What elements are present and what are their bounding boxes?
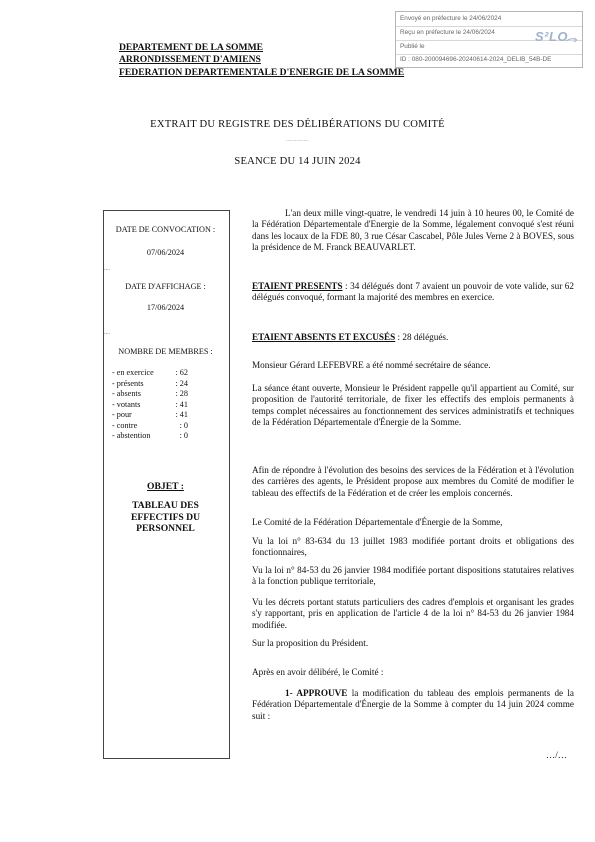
intro-paragraph: L'an deux mille vingt-quatre, le vendredi 14 juin à 10 heures 00, le Comité de la Fédération Départementale d'Energie de la Somme, légalement convoqué s'est réuni dans les locaux de la FDE 80, 3 rue César Cascabel, Pôle Jules Verne 2 à BOVES, sous la présidence de M. Franck BEAUVARLET. xyxy=(252,208,574,252)
count-row: - contre : 0 xyxy=(112,420,188,430)
presents-text: : 34 délégués dont 7 avaient un pouvoir de vote valide, sur 62 délégués convoqué, formant la majorité des membres en exercice. xyxy=(252,281,574,303)
objet-title-2: EFFECTIFS DU xyxy=(130,511,201,523)
membres-counts xyxy=(112,368,188,442)
seance-ouverte-paragraph: La séance étant ouverte, Monsieur le Président rappelle qu'il appartient au Comité, sur proposition de l'autorité territoriale, de fixer les effectifs des emplois permanents à temps complet nécessaires au fonctionnement des services administratifs et techniques de la Fédération Départementale d'Énergie de la Somme. xyxy=(252,383,574,427)
stamp-received: Reçu en préfecture le 24/06/2024 xyxy=(400,29,495,36)
count-row: - votants : 41 xyxy=(112,399,188,409)
convocation-date: 07/06/2024 xyxy=(146,248,185,257)
count-row: - présents : 24 xyxy=(112,378,188,388)
header-federation: FEDERATION DEPARTEMENTALE D'ENERGIE DE LA SOMME xyxy=(119,66,405,78)
objet-block xyxy=(103,481,228,535)
approuve-paragraph xyxy=(252,688,574,722)
vu-loi-84-53: Vu la loi n° 84-53 du 26 janvier 1984 modifiée portant dispositions statutaires relatives à la fonction publique territoriale, xyxy=(252,565,574,587)
presents-paragraph xyxy=(252,281,574,304)
count-row: - absents : 28 xyxy=(112,389,188,398)
objet-label: OBJET : xyxy=(147,481,184,492)
document-header xyxy=(119,42,404,79)
stamp-sent: Envoyé en préfecture le 24/06/2024 xyxy=(400,15,502,22)
stamp-id: ID : 080-200094696-20240614-2024_DELIB_54B-DE xyxy=(400,56,552,63)
comite-paragraph: Le Comité de la Fédération Départementale d'Énergie de la Somme, xyxy=(252,517,503,527)
count-row: - pour : 41 xyxy=(112,410,188,419)
affichage-label: DATE D'AFFICHAGE : xyxy=(125,282,206,291)
absents-paragraph xyxy=(252,332,574,343)
header-arrondissement: ARRONDISSEMENT D'AMIENS xyxy=(119,54,261,66)
convocation-label: DATE DE CONVOCATION : xyxy=(115,225,216,234)
vu-loi-83-634: Vu la loi n° 83-634 du 13 juillet 1983 modifiée portant droits et obligations des fonctionnaires, xyxy=(252,536,574,558)
s2lo-logo: S²LO xyxy=(534,29,568,44)
presents-label: ETAIENT PRESENTS xyxy=(252,281,343,291)
page-title: EXTRAIT DU REGISTRE DES DÉLIBÉRATIONS DU COMITÉ xyxy=(150,119,445,130)
affichage-date: 17/06/2024 xyxy=(146,303,185,312)
count-row: - abstention : 0 xyxy=(112,431,188,440)
absents-text: : 28 délégués. xyxy=(395,332,449,342)
count-row: - en exercice : 62 xyxy=(112,368,188,377)
approuve-label: 1- APPROUVE xyxy=(285,688,348,698)
membres-label: NOMBRE DE MEMBRES : xyxy=(118,347,213,356)
secretaire-paragraph: Monsieur Gérard LEFEBVRE a été nommé secrétaire de séance. xyxy=(252,360,491,370)
objet-title-3: PERSONNEL xyxy=(136,523,195,535)
objet-title-1: TABLEAU DES xyxy=(132,500,199,511)
proposition-paragraph: Sur la proposition du Président. xyxy=(252,638,369,648)
vu-decrets: Vu les décrets portant statuts particuliers des cadres d'emplois et organisant les grades s'y rapportant, pris en application de l'article 4 de la loi n° 84-53 du 26 janvier 1984 modifiée. xyxy=(252,597,574,630)
title-dots: .................. xyxy=(286,138,309,143)
approuve-text: la modification du tableau des emplois permanents de la Fédération Départementale d'Énergie de la Somme à compter du 14 juin 2024 comme suit : xyxy=(252,688,574,721)
seance-date: SEANCE DU 14 JUIN 2024 xyxy=(234,156,361,167)
header-departement: DEPARTEMENT DE LA SOMME xyxy=(119,42,264,53)
prefecture-stamp xyxy=(395,11,583,68)
arrow-icon xyxy=(566,37,578,44)
continuation-mark: …/… xyxy=(546,750,567,760)
stamp-published: Publié le xyxy=(400,43,425,50)
absents-label: ETAIENT ABSENTS ET EXCUSÉS xyxy=(252,332,396,342)
apres-paragraph: Après en avoir délibéré, le Comité : xyxy=(252,667,384,677)
afin-paragraph: Afin de répondre à l'évolution des besoins des services de la Fédération et à l'évolution des carrières des agents, le Président propose aux membres du Comité de modifier le tableau des effectifs de la Fédération et de créer les emplois concernés. xyxy=(252,465,574,498)
